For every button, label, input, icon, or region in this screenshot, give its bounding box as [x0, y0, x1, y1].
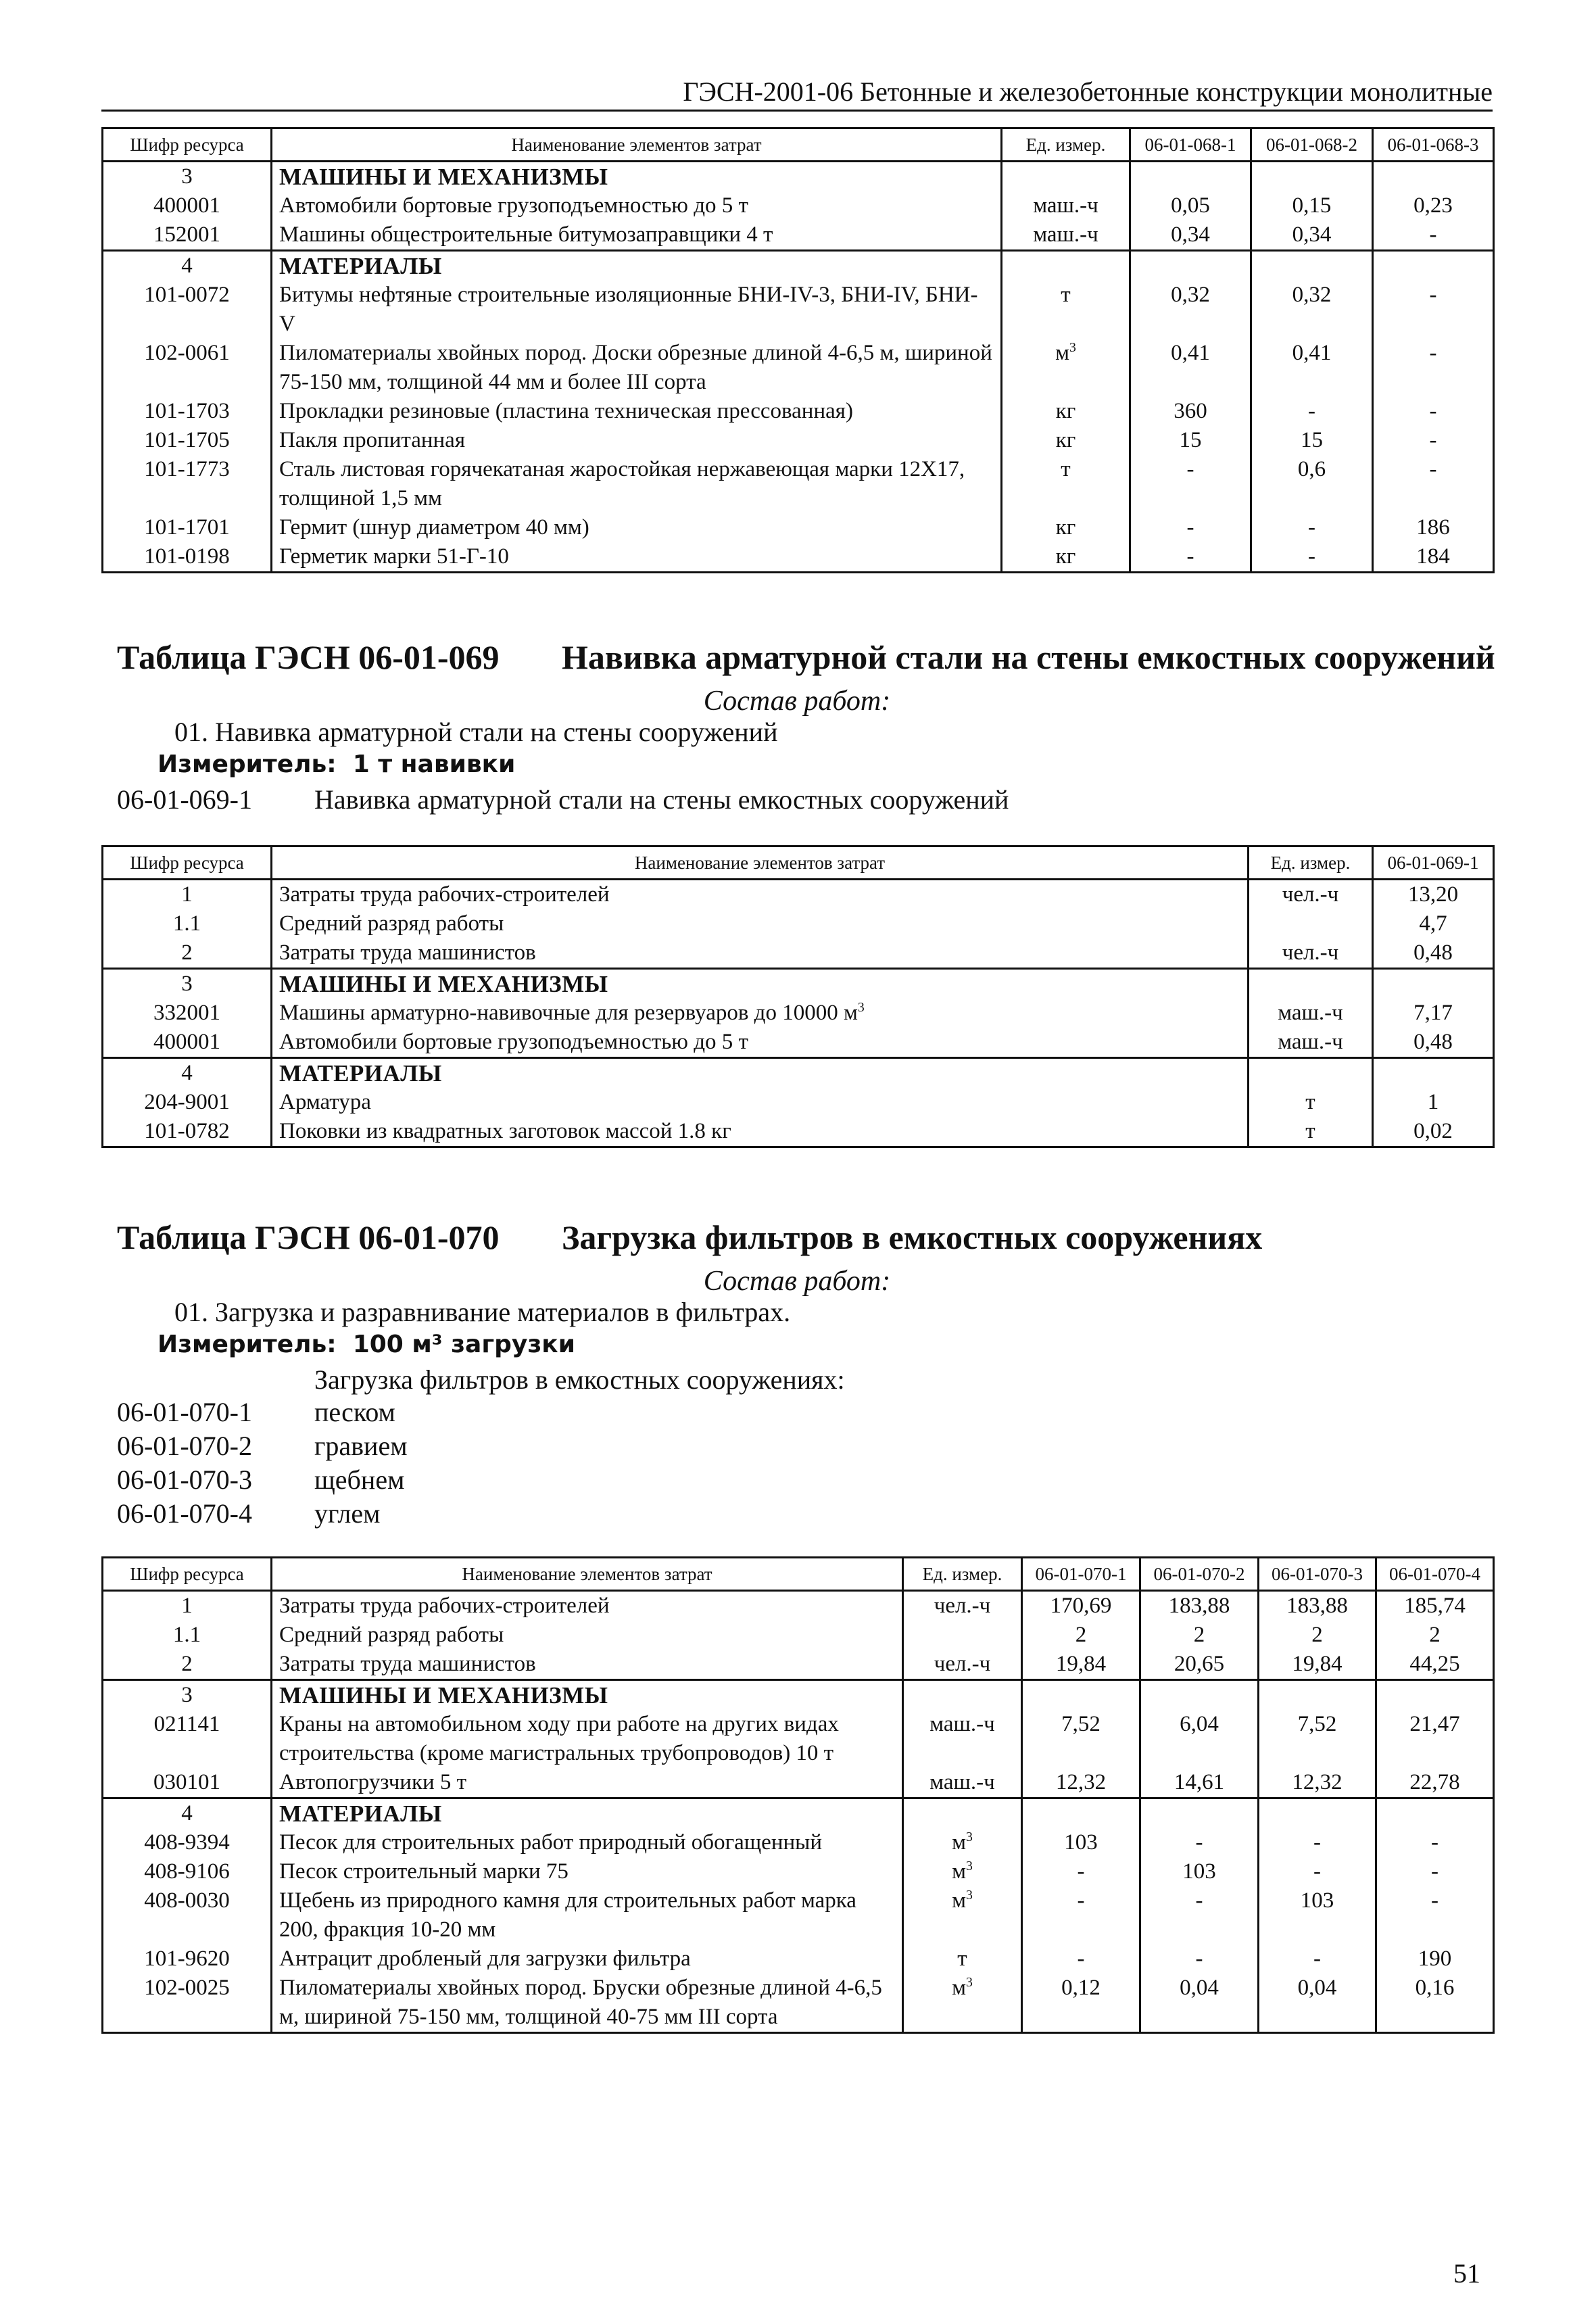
- table-row: [103, 1088, 1494, 1117]
- resource-code: 102-0061: [103, 339, 272, 397]
- resource-code: 2: [103, 1650, 272, 1680]
- rate-value: 7,52: [1022, 1710, 1140, 1768]
- rate-value: -: [1130, 455, 1251, 513]
- resource-name: Машины арматурно-навивочные для резервуаров до 10000 $м^3$: [272, 999, 1249, 1028]
- col-header-code: Шифр ресурса: [103, 128, 272, 162]
- rate-value: -: [1140, 1886, 1259, 1944]
- rate-value: [1140, 1680, 1259, 1711]
- resource-code: 101-0072: [103, 281, 272, 339]
- resource-table-068: [101, 127, 1495, 573]
- resource-name: Герметик марки 51-Г-10: [272, 542, 1002, 573]
- rate-value: 15: [1130, 426, 1251, 455]
- rate-value: 0,04: [1140, 1974, 1259, 2033]
- rate-value: 0,41: [1130, 339, 1251, 397]
- rate-value: [1376, 1798, 1494, 1829]
- col-header-rate: 06-01-068-2: [1251, 128, 1373, 162]
- rate-value: [1373, 162, 1494, 192]
- rate-text: углем: [314, 1498, 381, 1529]
- resource-name: Битумы нефтяные строительные изоляционные БНИ-IV-3, БНИ-IV, БНИ-V: [272, 281, 1002, 339]
- table-row: [103, 999, 1494, 1028]
- unit-of-measure: маш.-ч: [1249, 1028, 1373, 1058]
- resource-name: Средний разряд работы: [272, 909, 1249, 938]
- unit-of-measure: $м^3$: [903, 1828, 1022, 1857]
- resource-name: Машины общестроительные битумозаправщики 4 т: [272, 220, 1002, 251]
- rate-value: 0,23: [1373, 191, 1494, 220]
- measure-unit: [158, 1328, 575, 1362]
- unit-of-measure: маш.-ч: [903, 1710, 1022, 1768]
- section-title: МАТЕРИАЛЫ: [272, 1798, 903, 1829]
- resource-code: 030101: [103, 1768, 272, 1798]
- rate-text: песком: [314, 1397, 395, 1427]
- unit-of-measure: [1002, 251, 1130, 281]
- running-header: ГЭСН-2001-06 Бетонные и железобетонные конструкции монолитные: [101, 76, 1493, 112]
- rate-value: 20,65: [1140, 1650, 1259, 1680]
- rate-value: 0,32: [1251, 281, 1373, 339]
- table-row: [103, 1768, 1494, 1798]
- rate-value: 2: [1022, 1621, 1140, 1650]
- resource-code: 4: [103, 251, 272, 281]
- unit-of-measure: маш.-ч: [1002, 191, 1130, 220]
- rate-row: [117, 1395, 395, 1429]
- table-number: Таблица ГЭСН 06-01-069: [117, 638, 500, 676]
- resource-name: Затраты труда рабочих-строителей: [272, 880, 1249, 910]
- table-row: [103, 1650, 1494, 1680]
- rate-value: -: [1140, 1828, 1259, 1857]
- resource-name: Гермит (шнур диаметром 40 мм): [272, 513, 1002, 542]
- resource-code: 101-1705: [103, 426, 272, 455]
- table-row: [103, 397, 1494, 426]
- col-header-code: Шифр ресурса: [103, 846, 272, 880]
- section-row: [103, 1058, 1494, 1089]
- resource-name: Песок строительный марки 75: [272, 1857, 903, 1886]
- resource-code: 1.1: [103, 909, 272, 938]
- table-title-069: [117, 637, 1495, 677]
- rate-value: 190: [1376, 1944, 1494, 1974]
- unit-of-measure: [1002, 162, 1130, 192]
- table-caption: Загрузка фильтров в емкостных сооружениях: [562, 1218, 1263, 1256]
- rate-value: [1130, 251, 1251, 281]
- resource-code: 408-9106: [103, 1857, 272, 1886]
- unit-of-measure: [1249, 1058, 1373, 1089]
- work-item: 01. Навивка арматурной стали на стены сооружений: [174, 717, 778, 747]
- col-header-unit: Ед. измер.: [903, 1558, 1022, 1591]
- rate-value: 12,32: [1259, 1768, 1376, 1798]
- resource-code: 101-1703: [103, 397, 272, 426]
- table-row: [103, 909, 1494, 938]
- resource-code: 1: [103, 1591, 272, 1621]
- rate-text: гравием: [314, 1431, 408, 1461]
- unit-of-measure: т: [1249, 1088, 1373, 1117]
- rate-value: 2: [1376, 1621, 1494, 1650]
- rate-value: [1140, 1798, 1259, 1829]
- rate-value: [1373, 251, 1494, 281]
- col-header-unit: Ед. измер.: [1249, 846, 1373, 880]
- resource-name: Арматура: [272, 1088, 1249, 1117]
- unit-of-measure: т: [903, 1944, 1022, 1974]
- work-composition-heading: Состав работ:: [703, 686, 891, 717]
- resource-name: Антрацит дробленый для загрузки фильтра: [272, 1944, 903, 1974]
- rate-value: 185,74: [1376, 1591, 1494, 1621]
- unit-of-measure: т: [1002, 455, 1130, 513]
- rate-value: 184: [1373, 542, 1494, 573]
- unit-of-measure: $м^3$: [903, 1886, 1022, 1944]
- table-row: [103, 1857, 1494, 1886]
- rate-value: [1376, 1680, 1494, 1711]
- rate-value: 2: [1259, 1621, 1376, 1650]
- rate-value: 4,7: [1373, 909, 1494, 938]
- rate-value: -: [1259, 1944, 1376, 1974]
- unit-of-measure: кг: [1002, 513, 1130, 542]
- rate-code: 06-01-070-3: [117, 1464, 252, 1495]
- table-row: [103, 1621, 1494, 1650]
- resource-name: Затраты труда рабочих-строителей: [272, 1591, 903, 1621]
- rate-value: 6,04: [1140, 1710, 1259, 1768]
- rate-value: 0,02: [1373, 1117, 1494, 1147]
- measure-label: Измеритель:: [158, 1331, 337, 1358]
- resource-code: 021141: [103, 1710, 272, 1768]
- rate-value: 103: [1140, 1857, 1259, 1886]
- resource-code: 4: [103, 1798, 272, 1829]
- unit-of-measure: кг: [1002, 426, 1130, 455]
- measure-value: 100 м³ загрузки: [352, 1331, 575, 1358]
- resource-code: 102-0025: [103, 1974, 272, 2033]
- table-row: [103, 1886, 1494, 1944]
- table-row: [103, 1944, 1494, 1974]
- rate-value: -: [1376, 1828, 1494, 1857]
- resource-name: Автомобили бортовые грузоподъемностью до 5 т: [272, 1028, 1249, 1058]
- rate-value: 0,48: [1373, 1028, 1494, 1058]
- unit-of-measure: т: [1249, 1117, 1373, 1147]
- resource-name: Автомобили бортовые грузоподъемностью до 5 т: [272, 191, 1002, 220]
- resource-code: 101-1701: [103, 513, 272, 542]
- rate-code: 06-01-070-4: [117, 1498, 252, 1529]
- unit-of-measure: [1249, 969, 1373, 999]
- section-title: МАТЕРИАЛЫ: [272, 251, 1002, 281]
- resource-code: 101-1773: [103, 455, 272, 513]
- col-header-unit: Ед. измер.: [1002, 128, 1130, 162]
- rate-row: [117, 783, 1009, 817]
- rate-value: 14,61: [1140, 1768, 1259, 1798]
- rate-code: 06-01-070-1: [117, 1397, 252, 1427]
- work-item: 01. Загрузка и разравнивание материалов в фильтрах.: [174, 1297, 791, 1327]
- resource-code: 4: [103, 1058, 272, 1089]
- resource-table-069: [101, 845, 1495, 1148]
- table-title-070: [117, 1217, 1489, 1258]
- rate-value: 0,48: [1373, 938, 1494, 969]
- rate-value: -: [1373, 339, 1494, 397]
- resource-code: 400001: [103, 191, 272, 220]
- rate-value: -: [1022, 1857, 1140, 1886]
- resource-code: 3: [103, 1680, 272, 1711]
- col-header-rate: 06-01-069-1: [1373, 846, 1494, 880]
- resource-code: 332001: [103, 999, 272, 1028]
- rate-value: -: [1376, 1886, 1494, 1944]
- resource-name: Щебень из природного камня для строительных работ марка 200, фракция 10-20 мм: [272, 1886, 903, 1944]
- rate-value: -: [1259, 1828, 1376, 1857]
- rate-value: 13,20: [1373, 880, 1494, 910]
- rate-value: -: [1373, 397, 1494, 426]
- table-number: Таблица ГЭСН 06-01-070: [117, 1218, 500, 1256]
- resource-name: Пиломатериалы хвойных пород. Доски обрезные длиной 4-6,5 м, шириной 75-150 мм, толщиной 44 мм и более III сорта: [272, 339, 1002, 397]
- resource-code: 204-9001: [103, 1088, 272, 1117]
- col-header-name: Наименование элементов затрат: [272, 128, 1002, 162]
- table-row: [103, 1974, 1494, 2033]
- rate-value: [1022, 1798, 1140, 1829]
- section-title: МАШИНЫ И МЕХАНИЗМЫ: [272, 1680, 903, 1711]
- resource-code: 101-0782: [103, 1117, 272, 1147]
- resource-code: 1: [103, 880, 272, 910]
- rate-text: щебнем: [314, 1464, 405, 1495]
- col-header-rate: 06-01-070-2: [1140, 1558, 1259, 1591]
- rate-value: [1259, 1798, 1376, 1829]
- resource-name: Прокладки резиновые (пластина техническая прессованная): [272, 397, 1002, 426]
- resource-name: Автопогрузчики 5 т: [272, 1768, 903, 1798]
- rate-value: [1373, 969, 1494, 999]
- resource-name: Пиломатериалы хвойных пород. Бруски обрезные длиной 4-6,5 м, шириной 75-150 мм, толщиной 40-75 мм III сорта: [272, 1974, 903, 2033]
- rate-value: 19,84: [1022, 1650, 1140, 1680]
- unit-of-measure: маш.-ч: [1002, 220, 1130, 251]
- unit-of-measure: чел.-ч: [903, 1591, 1022, 1621]
- rate-code: 06-01-070-2: [117, 1431, 252, 1461]
- unit-of-measure: чел.-ч: [903, 1650, 1022, 1680]
- resource-code: 1.1: [103, 1621, 272, 1650]
- table-row: [103, 513, 1494, 542]
- rate-value: -: [1259, 1857, 1376, 1886]
- rate-value: 0,15: [1251, 191, 1373, 220]
- unit-of-measure: маш.-ч: [1249, 999, 1373, 1028]
- col-header-rate: 06-01-070-3: [1259, 1558, 1376, 1591]
- resource-name: Поковки из квадратных заготовок массой 1.8 кг: [272, 1117, 1249, 1147]
- resource-name: Краны на автомобильном ходу при работе на других видах строительства (кроме магистральных трубопроводов) 10 т: [272, 1710, 903, 1768]
- table-caption: Навивка арматурной стали на стены емкостных сооружений: [562, 638, 1495, 676]
- resource-table-070: [101, 1556, 1495, 2034]
- rate-value: [1130, 162, 1251, 192]
- rate-value: 170,69: [1022, 1591, 1140, 1621]
- rate-value: 0,05: [1130, 191, 1251, 220]
- unit-of-measure: [903, 1798, 1022, 1829]
- rate-value: 183,88: [1140, 1591, 1259, 1621]
- rate-value: 44,25: [1376, 1650, 1494, 1680]
- rate-value: 0,12: [1022, 1974, 1140, 2033]
- table-row: [103, 542, 1494, 573]
- unit-of-measure: т: [1002, 281, 1130, 339]
- resource-name: Пакля пропитанная: [272, 426, 1002, 455]
- col-header-rate: 06-01-070-4: [1376, 1558, 1494, 1591]
- table-row: [103, 455, 1494, 513]
- rate-value: -: [1251, 397, 1373, 426]
- section-row: [103, 1680, 1494, 1711]
- measure-unit: [158, 748, 515, 782]
- rate-value: -: [1251, 542, 1373, 573]
- unit-of-measure: [903, 1621, 1022, 1650]
- resource-name: Песок для строительных работ природный обогащенный: [272, 1828, 903, 1857]
- table-row: [103, 1028, 1494, 1058]
- table-row: [103, 938, 1494, 969]
- rate-value: 7,17: [1373, 999, 1494, 1028]
- unit-of-measure: [903, 1680, 1022, 1711]
- table-row: [103, 1591, 1494, 1621]
- unit-of-measure: $м^3$: [1002, 339, 1130, 397]
- rate-value: 15: [1251, 426, 1373, 455]
- section-row: [103, 1798, 1494, 1829]
- work-composition-heading: Состав работ:: [703, 1266, 891, 1297]
- resource-code: 3: [103, 162, 272, 192]
- rate-value: 103: [1022, 1828, 1140, 1857]
- rate-value: [1022, 1680, 1140, 1711]
- rate-value: 19,84: [1259, 1650, 1376, 1680]
- rate-value: 21,47: [1376, 1710, 1494, 1768]
- rate-value: -: [1373, 220, 1494, 251]
- section-row: [103, 969, 1494, 999]
- table-row: [103, 426, 1494, 455]
- rate-value: [1373, 1058, 1494, 1089]
- section-title: МАТЕРИАЛЫ: [272, 1058, 1249, 1089]
- rate-value: 0,04: [1259, 1974, 1376, 2033]
- unit-of-measure: чел.-ч: [1249, 938, 1373, 969]
- resource-code: 3: [103, 969, 272, 999]
- rate-value: 0,34: [1251, 220, 1373, 251]
- rate-value: [1251, 251, 1373, 281]
- resource-code: 408-0030: [103, 1886, 272, 1944]
- rate-value: 0,32: [1130, 281, 1251, 339]
- resource-code: 101-0198: [103, 542, 272, 573]
- rate-value: -: [1251, 513, 1373, 542]
- section-row: [103, 162, 1494, 192]
- table-row: [103, 1710, 1494, 1768]
- section-title: МАШИНЫ И МЕХАНИЗМЫ: [272, 969, 1249, 999]
- col-header-rate: 06-01-070-1: [1022, 1558, 1140, 1591]
- rate-value: 360: [1130, 397, 1251, 426]
- resource-name: Сталь листовая горячекатаная жаростойкая нержавеющая марки 12Х17, толщиной 1,5 мм: [272, 455, 1002, 513]
- col-header-rate: 06-01-068-1: [1130, 128, 1251, 162]
- unit-of-measure: кг: [1002, 397, 1130, 426]
- rate-row: [117, 1463, 404, 1497]
- rate-value: -: [1373, 281, 1494, 339]
- rate-value: 0,34: [1130, 220, 1251, 251]
- unit-of-measure: $м^3$: [903, 1857, 1022, 1886]
- table-row: [103, 220, 1494, 251]
- col-header-name: Наименование элементов затрат: [272, 1558, 903, 1591]
- rate-value: [1251, 162, 1373, 192]
- section-row: [103, 251, 1494, 281]
- rate-value: 7,52: [1259, 1710, 1376, 1768]
- rate-value: 1: [1373, 1088, 1494, 1117]
- resource-name: Средний разряд работы: [272, 1621, 903, 1650]
- col-header-code: Шифр ресурса: [103, 1558, 272, 1591]
- rate-group-caption: Загрузка фильтров в емкостных сооружениях:: [314, 1364, 845, 1395]
- table-row: [103, 339, 1494, 397]
- rate-value: [1259, 1680, 1376, 1711]
- page-number: 51: [1453, 2258, 1480, 2289]
- rate-value: 183,88: [1259, 1591, 1376, 1621]
- rate-value: -: [1130, 542, 1251, 573]
- rate-value: 0,41: [1251, 339, 1373, 397]
- table-row: [103, 880, 1494, 910]
- unit-of-measure: чел.-ч: [1249, 880, 1373, 910]
- table-row: [103, 1828, 1494, 1857]
- rate-code: 06-01-069-1: [117, 784, 252, 815]
- rate-value: 2: [1140, 1621, 1259, 1650]
- resource-code: 152001: [103, 220, 272, 251]
- rate-value: 12,32: [1022, 1768, 1140, 1798]
- rate-row: [117, 1497, 380, 1531]
- resource-name: Затраты труда машинистов: [272, 938, 1249, 969]
- rate-value: 22,78: [1376, 1768, 1494, 1798]
- rate-value: 0,16: [1376, 1974, 1494, 2033]
- rate-row: [117, 1429, 408, 1463]
- measure-value: 1 т навивки: [352, 750, 516, 778]
- rate-value: 103: [1259, 1886, 1376, 1944]
- resource-name: Затраты труда машинистов: [272, 1650, 903, 1680]
- table-row: [103, 281, 1494, 339]
- rate-value: -: [1373, 455, 1494, 513]
- col-header-rate: 06-01-068-3: [1373, 128, 1494, 162]
- col-header-name: Наименование элементов затрат: [272, 846, 1249, 880]
- resource-code: 408-9394: [103, 1828, 272, 1857]
- rate-value: -: [1140, 1944, 1259, 1974]
- resource-code: 101-9620: [103, 1944, 272, 1974]
- rate-value: 186: [1373, 513, 1494, 542]
- unit-of-measure: кг: [1002, 542, 1130, 573]
- rate-value: -: [1130, 513, 1251, 542]
- rate-value: 0,6: [1251, 455, 1373, 513]
- unit-of-measure: маш.-ч: [903, 1768, 1022, 1798]
- resource-code: 2: [103, 938, 272, 969]
- rate-value: -: [1376, 1857, 1494, 1886]
- section-title: МАШИНЫ И МЕХАНИЗМЫ: [272, 162, 1002, 192]
- resource-code: 400001: [103, 1028, 272, 1058]
- rate-text: Навивка арматурной стали на стены емкостных сооружений: [314, 784, 1009, 815]
- rate-value: -: [1373, 426, 1494, 455]
- table-row: [103, 191, 1494, 220]
- unit-of-measure: $м^3$: [903, 1974, 1022, 2033]
- rate-value: -: [1022, 1886, 1140, 1944]
- table-row: [103, 1117, 1494, 1147]
- rate-value: -: [1022, 1944, 1140, 1974]
- measure-label: Измеритель:: [158, 750, 337, 778]
- unit-of-measure: [1249, 909, 1373, 938]
